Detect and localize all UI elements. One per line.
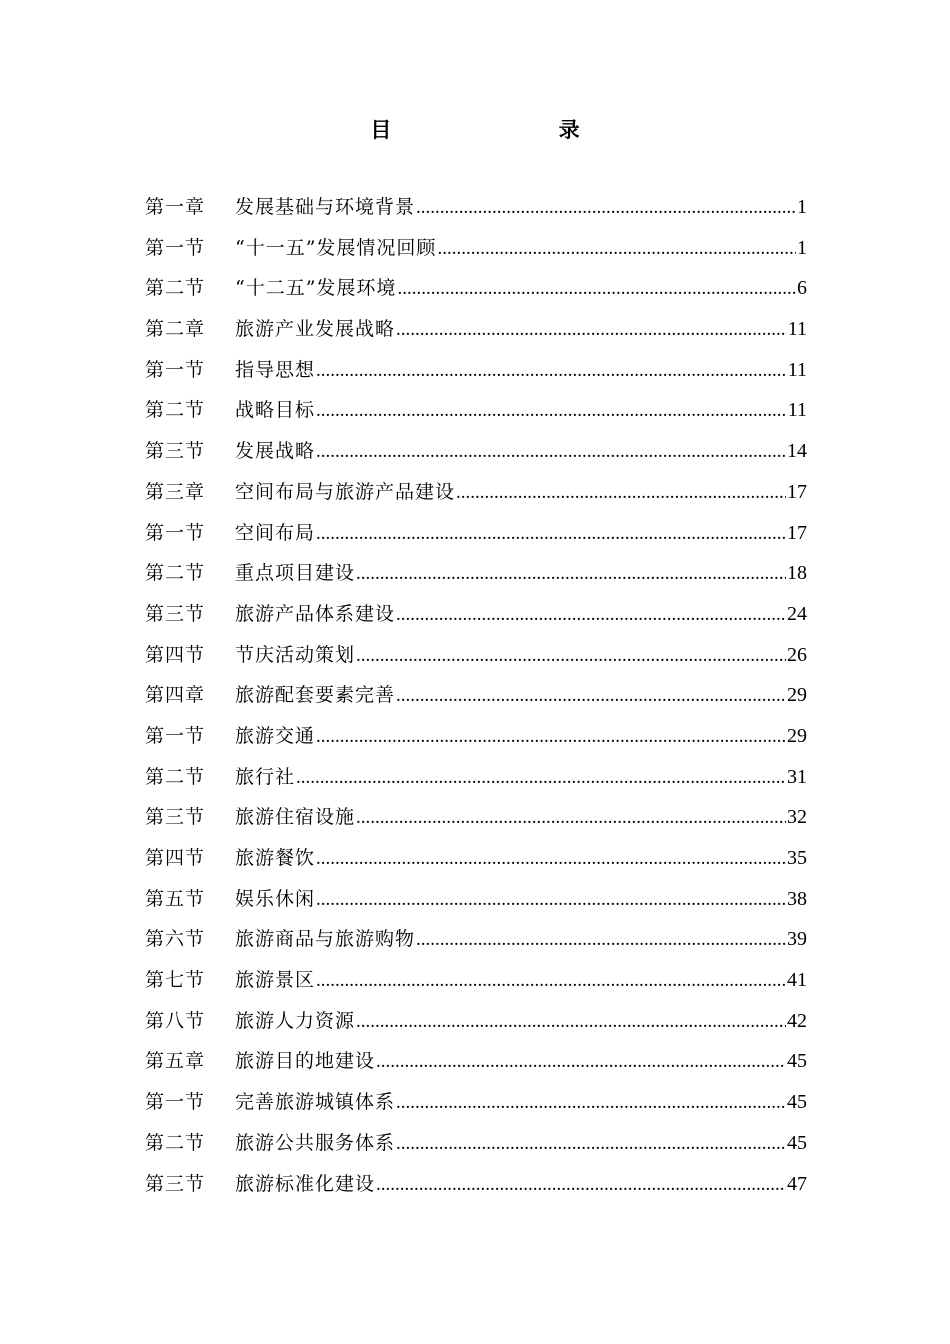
toc-entry-page-number: 42 xyxy=(787,1009,807,1032)
toc-entry-page-number: 47 xyxy=(787,1172,807,1195)
toc-entry-title[interactable]: 旅游公共服务体系 xyxy=(235,1131,396,1154)
toc-entry-page-number: 17 xyxy=(787,521,807,544)
toc-entry-label: 第三节 xyxy=(145,806,206,829)
toc-entry-page-number: 38 xyxy=(787,887,807,910)
toc-entry-label: 第二节 xyxy=(145,399,206,422)
toc-entry-title[interactable]: 指导思想 xyxy=(235,358,316,381)
toc-entry-title[interactable]: “十一五”发展情况回顾 xyxy=(235,236,437,259)
toc-leader-dots xyxy=(396,310,787,351)
toc-entry-title[interactable]: 空间布局与旅游产品建设 xyxy=(235,480,456,503)
toc-entry-title[interactable]: 旅游住宿设施 xyxy=(235,806,356,829)
toc-entry-title[interactable]: 旅游配套要素完善 xyxy=(235,684,396,707)
toc-entry-page-number: 29 xyxy=(787,724,807,747)
toc-entry-title[interactable]: 旅游景区 xyxy=(235,969,316,992)
toc-entry[interactable] xyxy=(145,187,807,228)
toc-entry[interactable] xyxy=(145,716,807,757)
toc-leader-dots xyxy=(316,880,786,921)
toc-entry[interactable] xyxy=(145,879,807,920)
toc-leader-dots xyxy=(416,188,796,229)
toc-leader-dots xyxy=(396,595,786,636)
toc-entry-title[interactable]: 旅游目的地建设 xyxy=(235,1050,376,1073)
toc-entry-page-number: 24 xyxy=(787,602,807,625)
toc-entry-title[interactable]: 旅行社 xyxy=(235,765,296,788)
toc-entry[interactable] xyxy=(145,1041,807,1082)
toc-entry-page-number: 11 xyxy=(787,399,807,422)
toc-entry[interactable] xyxy=(145,960,807,1001)
toc-leader-dots xyxy=(397,269,796,310)
toc-leader-dots xyxy=(396,1083,786,1124)
toc-entry-label: 第三节 xyxy=(145,1172,206,1195)
toc-entry[interactable] xyxy=(145,350,807,391)
toc-entry[interactable] xyxy=(145,390,807,431)
toc-entry-page-number: 29 xyxy=(787,684,807,707)
page-title: 目 录 xyxy=(370,117,660,142)
toc-entry-title[interactable]: 旅游餐饮 xyxy=(235,847,316,869)
toc-leader-dots xyxy=(396,676,786,717)
toc-entry-page-number: 17 xyxy=(787,480,807,503)
toc-entry-title[interactable]: 完善旅游城镇体系 xyxy=(235,1091,396,1114)
toc-entry-label: 第四节 xyxy=(145,643,206,666)
toc-leader-dots xyxy=(316,514,786,555)
toc-entry-label: 第一节 xyxy=(145,724,206,747)
toc-entry-title[interactable]: 战略目标 xyxy=(235,399,316,422)
toc-entry-page-number: 1 xyxy=(797,196,807,218)
toc-entry-page-number: 32 xyxy=(787,806,807,829)
toc-entry[interactable] xyxy=(145,594,807,635)
toc-entry[interactable] xyxy=(145,309,807,350)
toc-entry-label: 第二章 xyxy=(145,318,206,341)
toc-entry-page-number: 6 xyxy=(797,277,807,300)
toc-entry-label: 第四章 xyxy=(145,684,206,707)
toc-entry-title[interactable]: 发展战略 xyxy=(235,440,316,463)
toc-entry-label: 第一节 xyxy=(145,1091,206,1114)
toc-leader-dots xyxy=(456,473,786,514)
toc-entry[interactable] xyxy=(145,635,807,676)
toc-entry-page-number: 45 xyxy=(787,1131,807,1154)
toc-leader-dots xyxy=(316,961,786,1002)
toc-entry-page-number: 18 xyxy=(787,562,807,585)
toc-entry[interactable] xyxy=(145,513,807,554)
toc-entry-title[interactable]: 发展基础与环境背景 xyxy=(235,196,416,218)
toc-entry-label: 第七节 xyxy=(145,969,206,992)
table-of-contents xyxy=(145,187,807,1204)
toc-entry-title[interactable]: “十二五”发展环境 xyxy=(235,277,397,300)
toc-leader-dots xyxy=(416,920,786,961)
toc-entry-title[interactable]: 空间布局 xyxy=(235,521,316,544)
toc-entry-title[interactable]: 旅游交通 xyxy=(235,724,316,747)
toc-entry-label: 第五节 xyxy=(145,887,206,910)
toc-entry-page-number: 45 xyxy=(787,1050,807,1073)
toc-entry[interactable] xyxy=(145,472,807,513)
toc-leader-dots xyxy=(356,636,786,677)
toc-entry[interactable] xyxy=(145,797,807,838)
toc-entry-page-number: 45 xyxy=(787,1091,807,1114)
toc-leader-dots xyxy=(316,432,786,473)
toc-entry-label: 第三节 xyxy=(145,440,206,463)
toc-entry-title[interactable]: 娱乐休闲 xyxy=(235,887,316,910)
toc-entry[interactable] xyxy=(145,675,807,716)
toc-entry-page-number: 39 xyxy=(787,928,807,951)
toc-entry-page-number: 35 xyxy=(787,847,807,869)
toc-leader-dots xyxy=(296,758,786,799)
toc-leader-dots xyxy=(396,1124,786,1165)
toc-entry-page-number: 41 xyxy=(787,969,807,992)
toc-entry-label: 第三节 xyxy=(145,602,206,625)
toc-entry[interactable] xyxy=(145,553,807,594)
toc-entry[interactable] xyxy=(145,1123,807,1164)
toc-leader-dots xyxy=(356,1002,786,1043)
toc-entry-label: 第二节 xyxy=(145,562,206,585)
toc-entry-label: 第五章 xyxy=(145,1050,206,1073)
toc-entry-title[interactable]: 旅游标准化建设 xyxy=(235,1172,376,1195)
toc-entry-label: 第一章 xyxy=(145,196,206,218)
toc-entry-label: 第二节 xyxy=(145,1131,206,1154)
toc-leader-dots xyxy=(316,839,786,880)
toc-entry[interactable] xyxy=(145,1001,807,1042)
toc-leader-dots xyxy=(356,798,786,839)
toc-entry-label: 第一节 xyxy=(145,358,206,381)
toc-leader-dots xyxy=(376,1165,786,1206)
toc-entry-title[interactable]: 节庆活动策划 xyxy=(235,643,356,666)
toc-entry-title[interactable]: 旅游产业发展战略 xyxy=(235,318,396,341)
toc-entry[interactable] xyxy=(145,757,807,798)
toc-leader-dots xyxy=(316,351,787,392)
toc-entry-page-number: 26 xyxy=(787,643,807,666)
toc-entry-label: 第二节 xyxy=(145,277,206,300)
toc-entry[interactable] xyxy=(145,268,807,309)
toc-leader-dots xyxy=(376,1042,786,1083)
toc-entry-label: 第八节 xyxy=(145,1009,206,1032)
toc-entry-title[interactable]: 旅游人力资源 xyxy=(235,1009,356,1032)
toc-entry-title[interactable]: 旅游产品体系建设 xyxy=(235,602,396,625)
toc-entry-page-number: 14 xyxy=(787,440,807,463)
toc-entry[interactable] xyxy=(145,1082,807,1123)
toc-entry-label: 第一节 xyxy=(145,521,206,544)
toc-entry-page-number: 1 xyxy=(797,236,807,259)
toc-leader-dots xyxy=(316,391,787,432)
toc-entry[interactable] xyxy=(145,919,807,960)
toc-leader-dots xyxy=(437,229,796,270)
toc-leader-dots xyxy=(316,717,786,758)
toc-entry-label: 第四节 xyxy=(145,847,206,869)
toc-entry-page-number: 11 xyxy=(787,358,807,381)
toc-entry[interactable] xyxy=(145,431,807,472)
toc-entry-title[interactable]: 旅游商品与旅游购物 xyxy=(235,928,416,951)
toc-leader-dots xyxy=(356,554,786,595)
toc-entry[interactable] xyxy=(145,1164,807,1205)
toc-entry[interactable] xyxy=(145,838,807,879)
toc-entry-label: 第六节 xyxy=(145,928,206,951)
toc-entry-label: 第二节 xyxy=(145,765,206,788)
toc-entry-page-number: 31 xyxy=(787,765,807,788)
toc-entry[interactable] xyxy=(145,228,807,269)
toc-entry-title[interactable]: 重点项目建设 xyxy=(235,562,356,585)
toc-entry-label: 第一节 xyxy=(145,236,206,259)
toc-entry-page-number: 11 xyxy=(787,318,807,341)
toc-entry-label: 第三章 xyxy=(145,480,206,503)
